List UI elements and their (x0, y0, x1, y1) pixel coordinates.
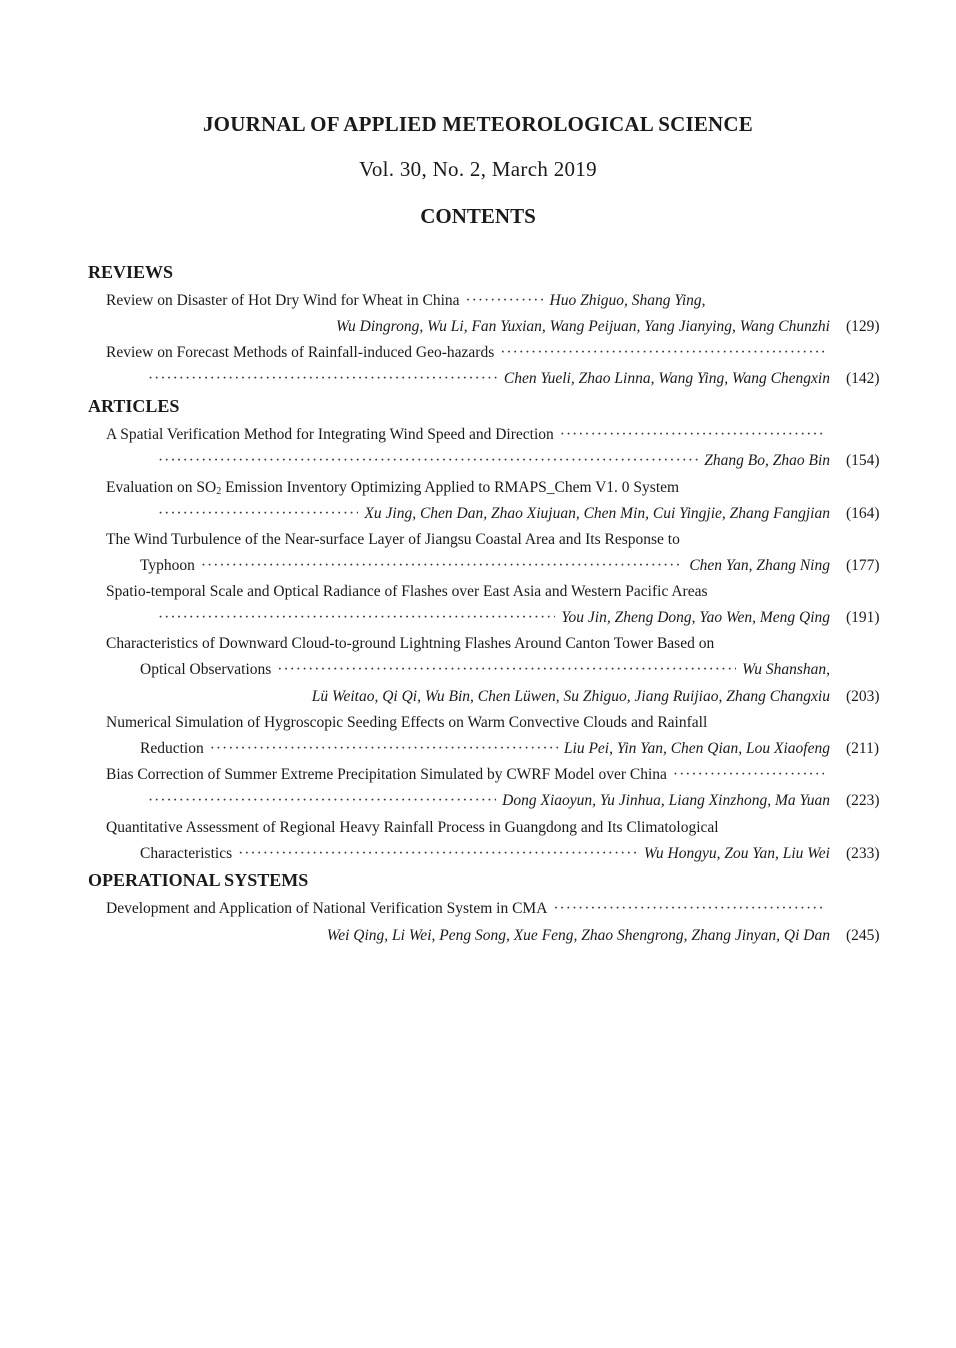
dot-leader (466, 290, 544, 312)
dot-leader (148, 368, 498, 390)
page-number: (203) (846, 688, 880, 705)
toc-entry-line (158, 503, 830, 525)
entry-authors: You Jin, Zheng Dong, Yao Wen, Meng Qing (561, 609, 830, 626)
dot-leader (560, 424, 824, 446)
toc-entry-line (140, 843, 830, 865)
section-heading-operational-systems: OPERATIONAL SYSTEMS (88, 870, 309, 890)
section-heading-reviews: REVIEWS (88, 262, 174, 282)
entry-title: Optical Observations (140, 661, 272, 678)
section-heading-articles: ARTICLES (88, 396, 180, 416)
entry-title: Bias Correction of Summer Extreme Precipitation Simulated by CWRF Model over China (106, 766, 667, 783)
page-number: (233) (846, 845, 880, 862)
dot-leader (201, 555, 683, 577)
entry-authors: Wu Dingrong, Wu Li, Fan Yuxian, Wang Peijuan, Yang Jianying, Wang Chunzhi (335, 318, 830, 335)
dot-leader (673, 764, 824, 786)
toc-entry-line (106, 898, 830, 920)
toc-entry-line (140, 738, 830, 760)
page-number: (154) (846, 452, 880, 469)
entry-title: A Spatial Verification Method for Integrating Wind Speed and Direction (106, 426, 554, 443)
entry-authors: Chen Yueli, Zhao Linna, Wang Ying, Wang Chengxin (503, 370, 830, 387)
toc-entry-line (158, 450, 830, 472)
dot-leader (158, 503, 358, 525)
dot-leader (158, 450, 698, 472)
entry-authors: Huo Zhiguo, Shang Ying, (549, 292, 706, 309)
entry-authors: Chen Yan, Zhang Ning (689, 557, 830, 574)
entry-title: Reduction (140, 740, 204, 757)
entry-title: Characteristics (140, 845, 233, 862)
toc-entry-line (106, 290, 840, 312)
entry-authors: Lü Weitao, Qi Qi, Wu Bin, Chen Lüwen, Su Zhiguo, Jiang Ruijiao, Zhang Changxiu (311, 688, 830, 705)
page-number: (177) (846, 557, 880, 574)
entry-authors: Dong Xiaoyun, Yu Jinhua, Liang Xinzhong, Ma Yuan (502, 792, 830, 809)
page-number: (211) (846, 740, 879, 757)
entry-title: The Wind Turbulence of the Near-surface Layer of Jiangsu Coastal Area and Its Response to (106, 531, 680, 548)
toc-entry-line (148, 686, 830, 708)
issue-line: Vol. 30, No. 2, March 2019 (359, 157, 597, 181)
entry-title: Numerical Simulation of Hygroscopic Seeding Effects on Warm Convective Clouds and Rainfall (106, 714, 708, 731)
toc-entry-line (148, 368, 830, 390)
entry-title: Development and Application of National Verification System in CMA (106, 900, 548, 917)
toc-entry-line (140, 659, 830, 681)
journal-title: JOURNAL OF APPLIED METEOROLOGICAL SCIENCE (202, 112, 753, 136)
entry-authors: Wei Qing, Li Wei, Peng Song, Xue Feng, Zhao Shengrong, Zhang Jinyan, Qi Dan (326, 927, 830, 944)
toc-entry-line (106, 817, 830, 839)
entry-title: Typhoon (140, 557, 195, 574)
entry-title: Evaluation on $SO_2$ Emission Inventory Optimizing Applied to RMAPS_Chem V1. 0 System (106, 479, 680, 497)
toc-entry-line (106, 477, 830, 499)
page-number: (129) (846, 318, 880, 335)
dot-leader (148, 790, 496, 812)
toc-entry-line (148, 790, 830, 812)
entry-authors: Zhang Bo, Zhao Bin (704, 452, 830, 469)
toc-entry-line (170, 316, 830, 338)
page-number: (164) (846, 505, 880, 522)
toc-entry-line (106, 581, 840, 603)
dot-leader (158, 607, 555, 629)
dot-leader (553, 898, 824, 920)
page-number: (245) (846, 927, 880, 944)
page-number: (223) (846, 792, 880, 809)
dot-leader (210, 738, 558, 760)
entry-title: Spatio-temporal Scale and Optical Radiance of Flashes over East Asia and Western Pacific Areas (106, 583, 708, 600)
dot-leader (277, 659, 736, 681)
toc-entry-line (160, 925, 830, 947)
entry-authors: Wu Hongyu, Zou Yan, Liu Wei (643, 845, 830, 862)
contents-heading: CONTENTS (420, 204, 536, 228)
entry-authors: Liu Pei, Yin Yan, Chen Qian, Lou Xiaofeng (563, 740, 830, 757)
page-number: (142) (846, 370, 880, 387)
entry-authors: Xu Jing, Chen Dan, Zhao Xiujuan, Chen Min, Cui Yingjie, Zhang Fangjian (364, 505, 830, 522)
entry-title: Characteristics of Downward Cloud-to-ground Lightning Flashes Around Canton Tower Based on (106, 635, 715, 652)
toc-entry-line (106, 712, 830, 734)
toc-entry-line (106, 342, 830, 364)
toc-entry-line (106, 764, 830, 786)
entry-authors: Wu Shanshan, (742, 661, 830, 678)
toc-entry-line (158, 607, 830, 629)
entry-title: Quantitative Assessment of Regional Heavy Rainfall Process in Guangdong and Its Climatological (106, 819, 719, 836)
entry-title: Review on Forecast Methods of Rainfall-induced Geo-hazards (106, 344, 495, 361)
dot-leader (500, 342, 824, 364)
page-number: (191) (846, 609, 880, 626)
toc-entry-line (106, 529, 830, 551)
toc-entry-line (106, 633, 830, 655)
toc-entry-line (140, 555, 830, 577)
dot-leader (238, 843, 638, 865)
toc-entry-line (106, 424, 830, 446)
entry-title: Review on Disaster of Hot Dry Wind for Wheat in China (106, 292, 460, 309)
